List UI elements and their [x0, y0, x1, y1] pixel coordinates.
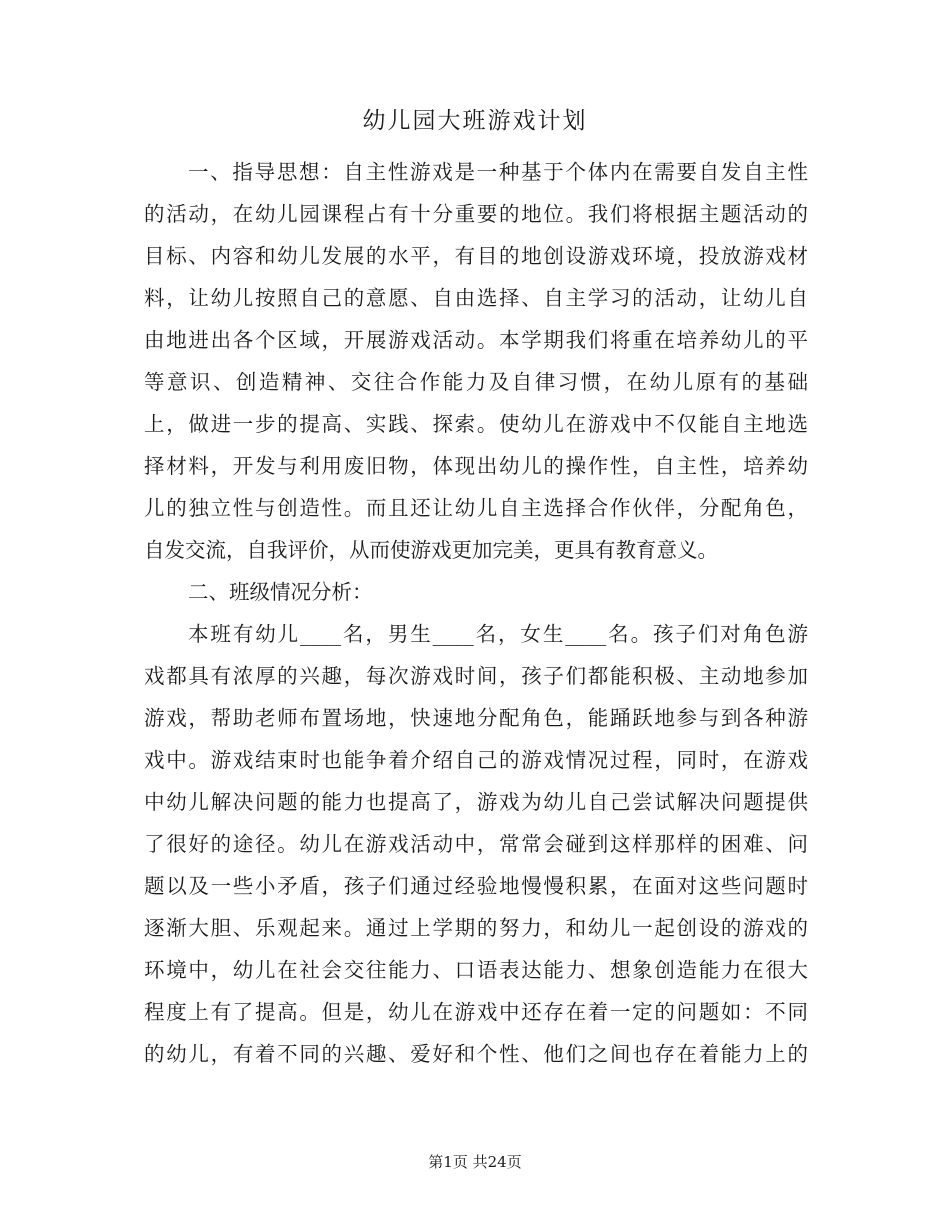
page-number: 第1页 共24页 [428, 1153, 522, 1171]
paragraph-line: 中幼儿解决问题的能力也提高了，游戏为幼儿自己尝试解决问题提供 [144, 790, 808, 814]
paragraph-line: 本班有幼儿____名，男生____名，女生____名。孩子们对角色游 [188, 622, 808, 646]
paragraph-line: 择材料，开发与利用废旧物，体现出幼儿的操作性，自主性，培养幼 [144, 454, 808, 478]
paragraph-line: 一、指导思想：自主性游戏是一种基于个体内在需要自发自主性 [188, 160, 808, 184]
paragraph-line: 逐渐大胆、乐观起来。通过上学期的努力，和幼儿一起创设的游戏的 [144, 916, 808, 940]
paragraph-line: 程度上有了提高。但是，幼儿在游戏中还存在着一定的问题如：不同 [144, 1000, 808, 1024]
paragraph-line: 环境中，幼儿在社会交往能力、口语表达能力、想象创造能力在很大 [144, 958, 808, 982]
document-title: 幼儿园大班游戏计划 [362, 108, 588, 134]
paragraph-line: 游戏，帮助老师布置场地，快速地分配角色，能踊跃地参与到各种游 [144, 706, 808, 730]
section-heading: 二、班级情况分析： [188, 580, 373, 604]
paragraph-line: 由地进出各个区域，开展游戏活动。本学期我们将重在培养幼儿的平 [144, 328, 808, 352]
paragraph-line: 目标、内容和幼儿发展的水平，有目的地创设游戏环境，投放游戏材 [144, 244, 808, 268]
paragraph-line: 自发交流，自我评价，从而使游戏更加完美，更具有教育意义。 [144, 538, 718, 562]
document-body [144, 151, 808, 1075]
paragraph-line: 料，让幼儿按照自己的意愿、自由选择、自主学习的活动，让幼儿自 [144, 286, 808, 310]
paragraph-line: 题以及一些小矛盾，孩子们通过经验地慢慢积累，在面对这些问题时 [144, 874, 808, 898]
paragraph-line: 儿的独立性与创造性。而且还让幼儿自主选择合作伙伴，分配角色， [144, 496, 808, 520]
paragraph-line: 戏中。游戏结束时也能争着介绍自己的游戏情况过程，同时，在游戏 [144, 748, 808, 772]
paragraph-line: 的活动，在幼儿园课程占有十分重要的地位。我们将根据主题活动的 [144, 202, 808, 226]
paragraph-line: 等意识、创造精神、交往合作能力及自律习惯，在幼儿原有的基础 [144, 370, 808, 394]
paragraph-line: 了很好的途径。幼儿在游戏活动中，常常会碰到这样那样的困难、问 [144, 832, 808, 856]
paragraph-line: 戏都具有浓厚的兴趣，每次游戏时间，孩子们都能积极、主动地参加 [144, 664, 808, 688]
paragraph-line: 的幼儿，有着不同的兴趣、爱好和个性、他们之间也存在着能力上的 [144, 1042, 808, 1066]
paragraph-line: 上，做进一步的提高、实践、探索。使幼儿在游戏中不仅能自主地选 [144, 412, 808, 436]
